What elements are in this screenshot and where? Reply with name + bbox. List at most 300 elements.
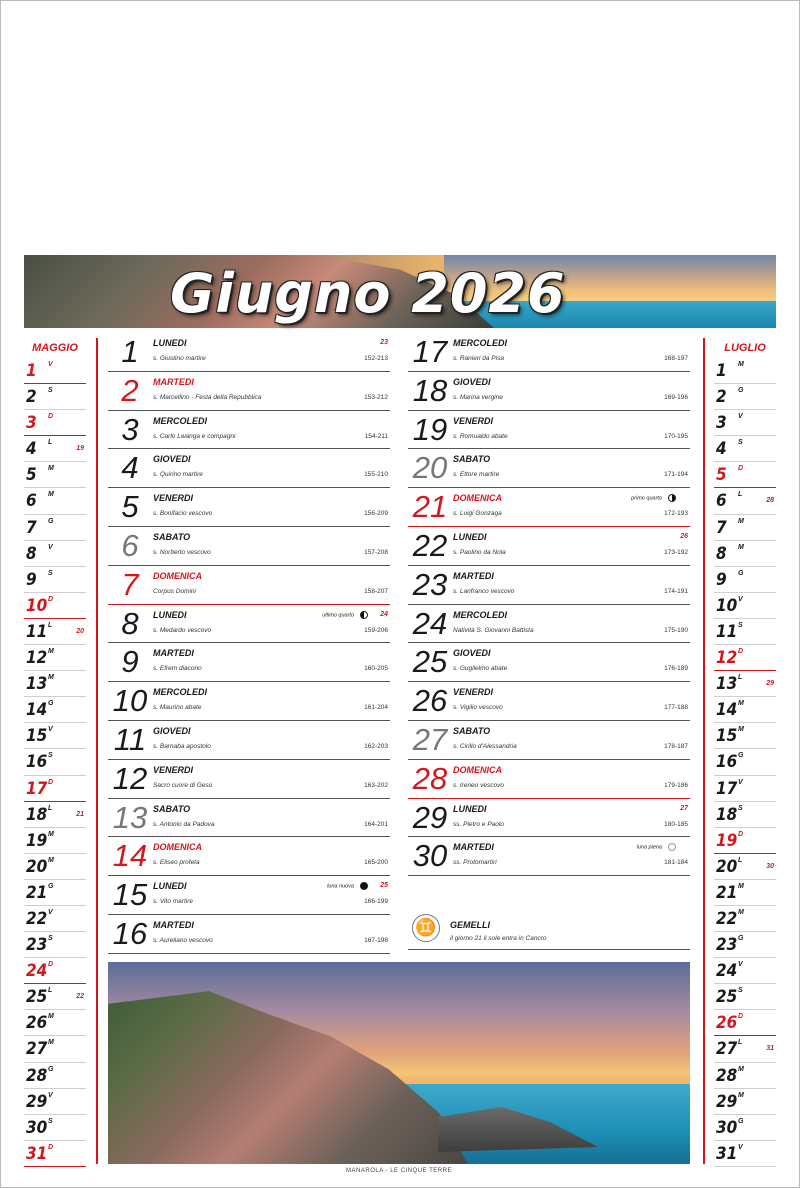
mini-day-row xyxy=(24,958,86,984)
mini-day-number: 21 xyxy=(716,882,738,903)
mini-day-letter: D xyxy=(738,1013,744,1021)
day-name: MARTEDI xyxy=(453,570,494,581)
day-number: 21 xyxy=(412,489,448,525)
day-number: 18 xyxy=(412,372,448,408)
day-name: MERCOLEDI xyxy=(453,609,507,620)
day-row xyxy=(108,721,390,760)
mini-day-row xyxy=(24,828,86,854)
day-name: SABATO xyxy=(453,454,491,465)
day-count: 163-202 xyxy=(364,781,388,789)
day-name: GIOVEDI xyxy=(453,376,491,387)
day-name: VENERDI xyxy=(453,687,494,698)
week-number: 24 xyxy=(380,610,388,618)
mini-day-row xyxy=(714,1036,776,1062)
day-row xyxy=(408,333,690,372)
june-days-column-1 xyxy=(108,333,390,954)
saint-name: s. Guglielmo abate xyxy=(453,665,508,673)
mini-day-letter: G xyxy=(48,1065,54,1073)
mini-day-letter: G xyxy=(48,882,54,890)
day-count: 162-203 xyxy=(364,742,388,750)
moon-phase xyxy=(322,611,368,619)
day-number: 13 xyxy=(112,799,148,835)
mini-day-number: 4 xyxy=(26,439,37,460)
mini-day-letter: D xyxy=(48,1143,54,1151)
mini-day-number: 1 xyxy=(26,361,37,381)
mini-day-number: 3 xyxy=(26,413,37,434)
mini-week-number: 30 xyxy=(766,862,774,870)
mini-day-number: 2 xyxy=(26,387,37,408)
mini-day-letter: M xyxy=(48,674,54,682)
mini-day-number: 7 xyxy=(26,517,37,538)
day-row xyxy=(408,682,690,721)
mini-day-letter: S xyxy=(738,987,743,995)
day-number: 7 xyxy=(121,566,139,602)
mini-day-number: 14 xyxy=(716,700,738,721)
mini-day-number: 28 xyxy=(26,1065,48,1086)
day-number: 29 xyxy=(412,799,448,835)
day-count: 176-189 xyxy=(664,665,688,673)
mini-day-number: 7 xyxy=(716,517,727,538)
mini-day-number: 28 xyxy=(716,1065,738,1086)
day-count: 160-205 xyxy=(364,665,388,673)
day-row xyxy=(408,527,690,566)
saint-name: s. Eliseo profeta xyxy=(153,859,200,867)
mini-day-row xyxy=(714,697,776,723)
mini-day-number: 9 xyxy=(26,569,37,590)
mini-day-letter: V xyxy=(738,778,743,786)
mini-day-row xyxy=(714,515,776,541)
day-number: 30 xyxy=(412,838,448,874)
mini-day-row xyxy=(714,984,776,1010)
day-row xyxy=(408,721,690,760)
day-number: 19 xyxy=(412,411,448,447)
mini-day-letter: G xyxy=(738,569,744,577)
day-name: MERCOLEDI xyxy=(153,687,207,698)
page-title: Giugno 2026 xyxy=(170,262,566,325)
mini-day-row xyxy=(24,358,86,384)
moon-phase-icon xyxy=(668,494,676,502)
day-count: 154-211 xyxy=(364,432,388,440)
previous-month-name: MAGGIO xyxy=(32,342,78,354)
mini-day-row xyxy=(714,410,776,436)
mini-day-number: 23 xyxy=(716,935,738,956)
day-count: 181-184 xyxy=(664,859,688,867)
saint-name: Natività S. Giovanni Battista xyxy=(453,626,534,634)
day-name: LUNEDI xyxy=(453,803,487,814)
day-name: VENERDI xyxy=(153,764,194,775)
saint-name: Sacro cuore di Gesù xyxy=(153,781,213,789)
mini-day-row xyxy=(24,436,86,462)
mini-day-number: 17 xyxy=(716,778,738,799)
day-row xyxy=(108,643,390,682)
day-name: MARTEDI xyxy=(153,376,194,387)
mini-day-number: 22 xyxy=(26,908,48,929)
day-number: 15 xyxy=(112,877,148,913)
mini-day-row xyxy=(714,671,776,697)
mini-day-number: 31 xyxy=(26,1143,48,1164)
day-name: MARTEDI xyxy=(453,842,494,853)
june-days-column-2 xyxy=(408,333,690,876)
mini-day-letter: L xyxy=(738,491,743,499)
mini-day-number: 20 xyxy=(26,856,48,877)
zodiac-note xyxy=(408,912,690,950)
day-number: 5 xyxy=(121,489,139,525)
day-count: 168-197 xyxy=(664,355,688,362)
mini-day-letter: M xyxy=(48,491,54,499)
mini-day-number: 21 xyxy=(26,882,48,903)
moon-phase-icon xyxy=(668,843,676,851)
mini-day-row xyxy=(24,1063,86,1089)
day-name: DOMENICA xyxy=(453,493,502,504)
day-row xyxy=(408,643,690,682)
day-number: 1 xyxy=(121,334,139,369)
mini-day-letter: D xyxy=(48,595,54,603)
mini-day-letter: D xyxy=(738,648,744,656)
mini-week-number: 19 xyxy=(76,445,84,453)
mini-day-row xyxy=(24,515,86,541)
mini-day-number: 24 xyxy=(716,961,738,982)
mini-day-row xyxy=(24,802,86,828)
mini-day-row xyxy=(714,541,776,567)
day-number: 9 xyxy=(121,644,139,680)
day-name: MERCOLEDI xyxy=(153,415,207,426)
zodiac-name: GEMELLI xyxy=(450,920,490,930)
saint-name: Corpus Domini xyxy=(153,587,196,595)
day-number: 11 xyxy=(113,721,147,757)
day-name: DOMENICA xyxy=(453,764,502,775)
mini-day-letter: M xyxy=(48,648,54,656)
day-count: 178-187 xyxy=(664,742,688,750)
previous-month-column xyxy=(24,338,86,1167)
next-month-column xyxy=(714,338,776,1167)
day-row xyxy=(108,915,390,954)
day-count: 171-194 xyxy=(664,471,688,479)
day-row xyxy=(108,411,390,450)
mini-day-letter: L xyxy=(48,621,53,629)
day-number: 28 xyxy=(412,760,448,796)
saint-name: s. Efrem diacono xyxy=(153,665,202,673)
mini-day-number: 30 xyxy=(26,1117,48,1138)
mini-day-row xyxy=(714,1063,776,1089)
saint-name: s. Carlo Lwanga e compagni xyxy=(153,432,236,440)
mini-day-letter: S xyxy=(738,621,743,629)
mini-day-number: 15 xyxy=(26,726,48,747)
mini-day-number: 19 xyxy=(26,830,48,851)
mini-day-letter: M xyxy=(48,856,54,864)
day-name: LUNEDI xyxy=(153,338,187,348)
mini-day-letter: V xyxy=(48,543,53,551)
day-row xyxy=(408,760,690,799)
mini-day-letter: G xyxy=(738,1117,744,1125)
zodiac-text: il giorno 21 il sole entra in Cancro xyxy=(450,935,547,942)
mini-day-letter: L xyxy=(738,856,743,864)
mini-day-letter: L xyxy=(48,804,53,812)
mini-day-number: 8 xyxy=(26,543,37,564)
moon-phase xyxy=(327,882,368,890)
day-number: 12 xyxy=(112,760,148,796)
mini-day-letter: M xyxy=(738,726,744,734)
mini-week-number: 28 xyxy=(766,497,774,505)
day-name: GIOVEDI xyxy=(153,454,191,465)
week-number: 27 xyxy=(680,804,688,812)
mini-day-number: 13 xyxy=(716,674,738,695)
moon-phase-icon xyxy=(360,882,368,890)
day-count: 170-195 xyxy=(664,432,688,440)
day-name: GIOVEDI xyxy=(453,648,491,659)
saint-name: s. Antonio da Padova xyxy=(153,820,215,828)
mini-day-letter: G xyxy=(738,387,744,395)
mini-day-row xyxy=(714,1115,776,1141)
day-number: 14 xyxy=(112,838,148,874)
day-row xyxy=(408,372,690,411)
day-count: 158-207 xyxy=(364,587,388,595)
day-name: LUNEDI xyxy=(453,531,487,542)
mini-week-number: 29 xyxy=(766,680,774,688)
mini-day-letter: D xyxy=(738,830,744,838)
day-count: 177-188 xyxy=(664,704,688,712)
photo-caption: MANAROLA - LE CINQUE TERRE xyxy=(346,1168,452,1174)
day-count: 172-193 xyxy=(664,510,688,518)
mini-day-letter: S xyxy=(48,1117,53,1125)
mini-day-letter: S xyxy=(738,439,743,447)
mini-day-row xyxy=(24,462,86,488)
day-count: 167-198 xyxy=(364,936,388,944)
mini-day-number: 16 xyxy=(716,752,738,773)
mini-day-letter: M xyxy=(738,908,744,916)
mini-day-letter: M xyxy=(48,465,54,473)
day-number: 4 xyxy=(121,450,139,486)
mini-day-letter: G xyxy=(738,752,744,760)
mini-day-number: 11 xyxy=(26,621,48,642)
saint-name: s. Bonifacio vescovo xyxy=(153,510,213,518)
mini-day-letter: D xyxy=(48,778,54,786)
day-row xyxy=(408,799,690,838)
day-number: 10 xyxy=(112,683,148,719)
saint-name: s. Barnaba apostolo xyxy=(153,742,211,750)
mini-day-letter: S xyxy=(48,935,53,943)
mini-day-letter: V xyxy=(48,361,53,368)
mini-day-row xyxy=(24,410,86,436)
mini-day-number: 1 xyxy=(716,361,727,381)
mini-day-row xyxy=(714,436,776,462)
mini-day-row xyxy=(24,593,86,619)
mini-day-letter: M xyxy=(48,830,54,838)
mini-day-row xyxy=(24,1036,86,1062)
saint-name: s. Maurino abate xyxy=(153,704,202,712)
saint-name: s. Vigilio vescovo xyxy=(453,704,503,712)
day-count: 159-206 xyxy=(364,626,388,634)
day-row xyxy=(108,837,390,876)
saint-name: s. Lanfranco vescovo xyxy=(453,587,515,595)
mini-week-number: 31 xyxy=(766,1045,774,1053)
mini-day-number: 19 xyxy=(716,830,738,851)
day-count: 169-196 xyxy=(664,393,688,401)
day-row xyxy=(108,372,390,411)
mini-day-row xyxy=(714,880,776,906)
mini-day-number: 17 xyxy=(26,778,48,799)
mini-day-row xyxy=(24,749,86,775)
next-month-name: LUGLIO xyxy=(724,342,766,354)
mini-day-row xyxy=(714,906,776,932)
day-name: LUNEDI xyxy=(153,609,187,620)
day-count: 152-213 xyxy=(364,355,388,362)
moon-phase-label: primo quarto xyxy=(631,495,662,502)
day-row xyxy=(408,605,690,644)
mini-day-number: 2 xyxy=(716,387,727,408)
day-name: VENERDI xyxy=(153,493,194,504)
day-name: VENERDI xyxy=(453,415,494,426)
moon-phase-label: luna piena xyxy=(636,844,662,851)
mini-day-number: 27 xyxy=(716,1039,738,1060)
day-count: 157-208 xyxy=(364,548,388,556)
mini-day-number: 15 xyxy=(716,726,738,747)
mini-day-row xyxy=(24,488,86,514)
day-number: 6 xyxy=(121,527,139,563)
day-number: 23 xyxy=(412,566,448,602)
mini-day-letter: M xyxy=(738,882,744,890)
day-row xyxy=(108,566,390,605)
mini-day-row xyxy=(24,906,86,932)
mini-day-letter: M xyxy=(48,1013,54,1021)
saint-name: s. Ettore martire xyxy=(453,471,500,479)
mini-day-row xyxy=(714,358,776,384)
day-name: MARTEDI xyxy=(153,648,194,659)
mini-day-row xyxy=(24,984,86,1010)
day-number: 17 xyxy=(412,334,448,369)
day-number: 22 xyxy=(412,527,448,563)
saint-name: s. Marcellino - Festa della Repubblica xyxy=(153,393,262,401)
day-row xyxy=(408,566,690,605)
moon-phase xyxy=(631,494,676,502)
mini-day-number: 11 xyxy=(716,621,738,642)
mini-day-number: 10 xyxy=(716,595,738,616)
day-count: 164-201 xyxy=(364,820,388,828)
day-number: 24 xyxy=(412,605,448,641)
saint-name: s. Medardo vescovo xyxy=(153,626,212,634)
mini-day-letter: V xyxy=(738,961,743,969)
mini-day-number: 18 xyxy=(716,804,738,825)
gemini-icon: ♊ xyxy=(412,914,440,942)
mini-day-number: 25 xyxy=(26,987,48,1008)
saint-name: s. Marina vergine xyxy=(453,393,503,401)
mini-day-row xyxy=(24,384,86,410)
mini-day-row xyxy=(714,802,776,828)
mini-day-number: 25 xyxy=(716,987,738,1008)
day-count: 155-210 xyxy=(364,471,388,479)
mini-day-letter: L xyxy=(48,987,53,995)
mini-day-row xyxy=(714,488,776,514)
mini-day-number: 8 xyxy=(716,543,727,564)
mini-day-row xyxy=(24,880,86,906)
day-name: DOMENICA xyxy=(153,570,202,581)
day-number: 26 xyxy=(412,683,448,719)
mini-day-letter: M xyxy=(738,1065,744,1073)
mini-day-row xyxy=(714,958,776,984)
day-row xyxy=(408,837,690,876)
day-number: 2 xyxy=(121,372,139,408)
day-count: 174-191 xyxy=(664,587,688,595)
day-name: SABATO xyxy=(153,531,191,542)
mini-day-row xyxy=(24,671,86,697)
mini-day-letter: V xyxy=(738,1143,743,1151)
mini-day-row xyxy=(714,645,776,671)
mini-day-row xyxy=(24,854,86,880)
mini-day-letter: L xyxy=(738,1039,743,1047)
mini-day-letter: M xyxy=(48,1039,54,1047)
mini-day-row xyxy=(24,1115,86,1141)
day-count: 156-209 xyxy=(364,510,388,518)
week-number: 26 xyxy=(680,532,688,540)
day-row xyxy=(108,682,390,721)
mini-day-row xyxy=(714,1141,776,1167)
mini-day-row xyxy=(714,619,776,645)
mini-day-number: 24 xyxy=(26,961,48,982)
mini-day-letter: G xyxy=(48,517,54,525)
day-row xyxy=(108,799,390,838)
mini-day-letter: G xyxy=(738,935,744,943)
saint-name: s. Aureliano vescovo xyxy=(153,936,213,944)
mini-day-number: 18 xyxy=(26,804,48,825)
day-number: 3 xyxy=(121,411,139,447)
week-number: 25 xyxy=(380,882,388,890)
mini-day-number: 29 xyxy=(716,1091,738,1112)
mini-day-number: 14 xyxy=(26,700,48,721)
mini-day-letter: L xyxy=(738,674,743,682)
moon-phase-icon xyxy=(360,611,368,619)
landscape-photo xyxy=(108,962,690,1164)
day-count: 180-185 xyxy=(664,820,688,828)
week-number: 23 xyxy=(380,339,388,346)
saint-name: s. Ireneo vescovo xyxy=(453,781,504,789)
mini-day-row xyxy=(714,854,776,880)
day-name: MARTEDI xyxy=(153,919,194,930)
mini-day-letter: G xyxy=(48,700,54,708)
mini-day-row xyxy=(24,932,86,958)
day-row xyxy=(108,760,390,799)
mini-day-row xyxy=(714,593,776,619)
saint-name: s. Norberto vescovo xyxy=(153,548,211,556)
day-row xyxy=(408,488,690,527)
mini-day-number: 12 xyxy=(26,648,48,669)
day-count: 161-204 xyxy=(364,704,388,712)
saint-name: s. Giustino martire xyxy=(153,355,206,362)
mini-day-letter: V xyxy=(48,908,53,916)
mini-day-number: 12 xyxy=(716,648,738,669)
mini-day-number: 5 xyxy=(716,465,727,486)
mini-day-row xyxy=(24,1141,86,1167)
mini-day-letter: D xyxy=(738,465,744,473)
mini-day-number: 23 xyxy=(26,935,48,956)
day-count: 179-186 xyxy=(664,781,688,789)
mini-day-row xyxy=(714,828,776,854)
day-number: 27 xyxy=(412,721,448,757)
mini-day-letter: M xyxy=(738,700,744,708)
saint-name: ss. Pietro e Paolo xyxy=(453,820,504,828)
mini-day-row xyxy=(714,723,776,749)
mini-day-number: 9 xyxy=(716,569,727,590)
mini-day-number: 22 xyxy=(716,908,738,929)
divider-right xyxy=(703,338,705,1164)
day-row xyxy=(108,876,390,915)
day-name: SABATO xyxy=(453,725,491,736)
saint-name: s. Ranieri da Pisa xyxy=(453,355,504,362)
mini-day-letter: S xyxy=(48,569,53,577)
saint-name: s. Romualdo abate xyxy=(453,432,508,440)
mini-day-letter: V xyxy=(48,1091,53,1099)
mini-week-number: 20 xyxy=(76,627,84,635)
day-number: 16 xyxy=(112,915,148,951)
mini-day-row xyxy=(714,776,776,802)
